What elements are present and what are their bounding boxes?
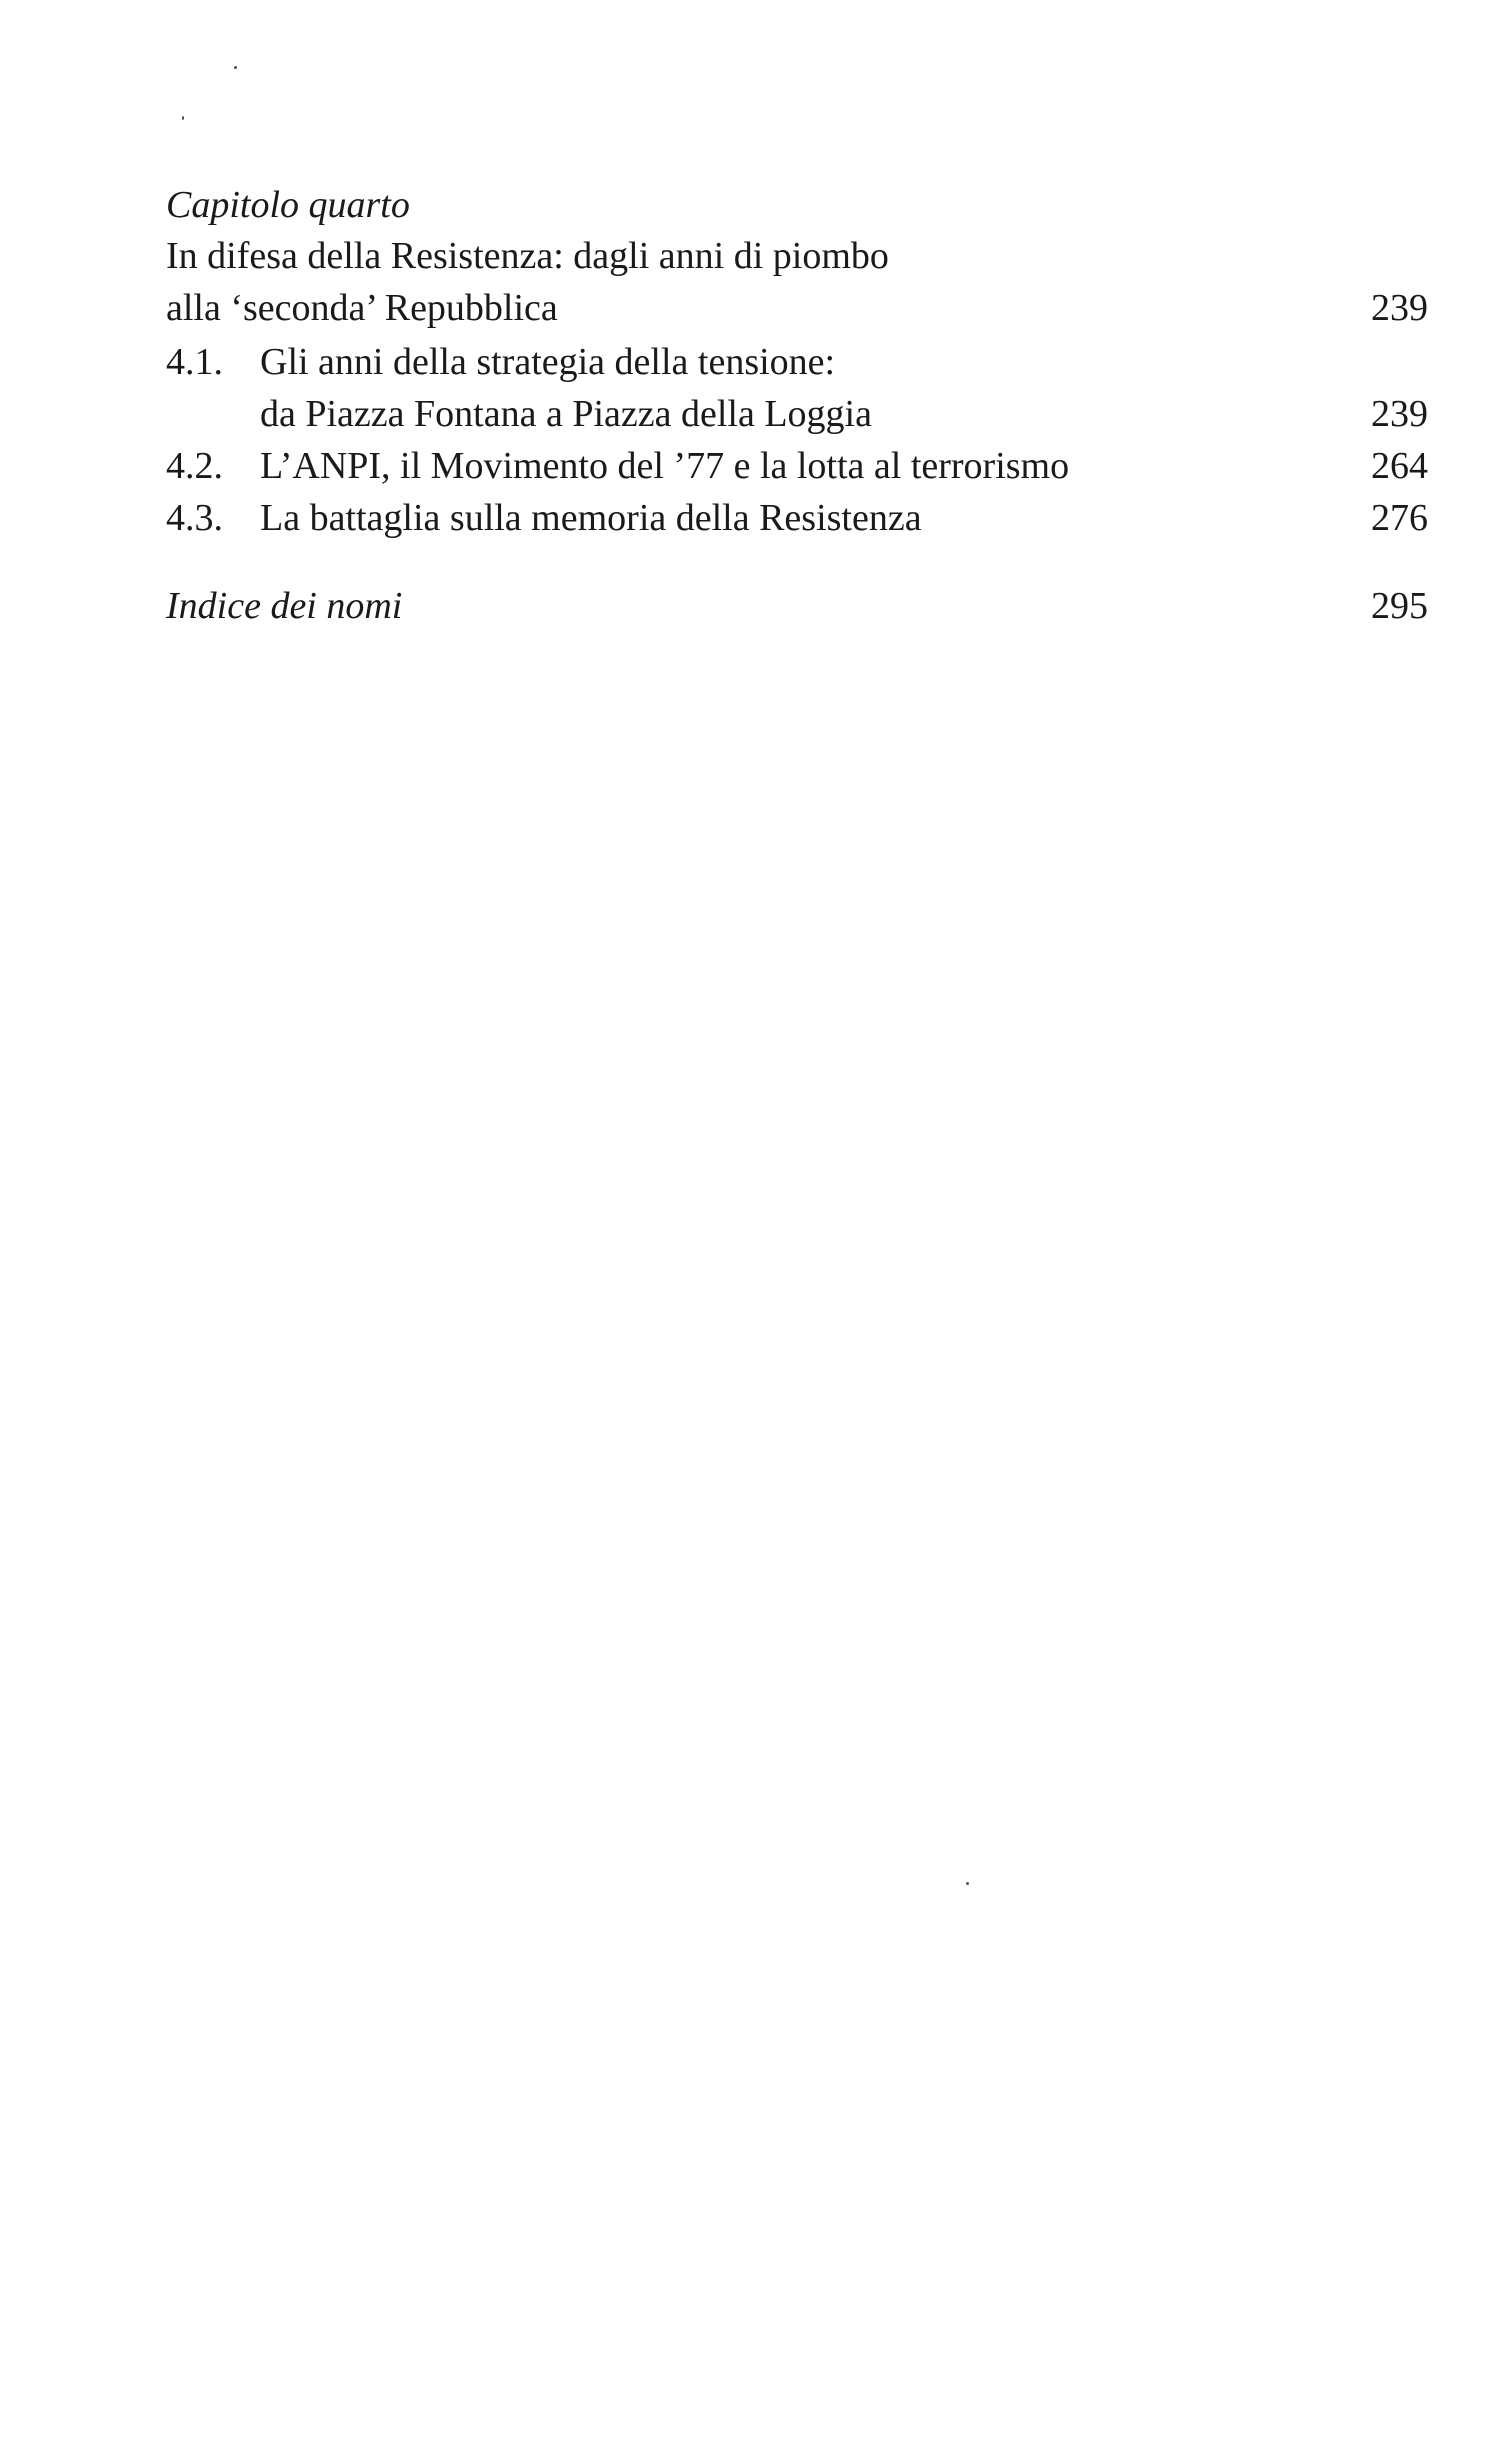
section-title-line: La battaglia sulla memoria della Resistenza: [260, 497, 922, 539]
section-number: 4.1.: [166, 341, 223, 383]
section-title-line: Gli anni della strategia della tensione:: [260, 341, 836, 383]
page-number: 239: [1371, 287, 1428, 329]
scan-speck: [234, 66, 237, 69]
section-title: [260, 440, 1069, 492]
page-number: 276: [1371, 497, 1428, 539]
page-number: 239: [1371, 393, 1428, 435]
table-of-contents: [166, 180, 1428, 632]
index-entry[interactable]: [166, 580, 1428, 632]
page-number: 264: [1371, 445, 1428, 487]
section-title-line: da Piazza Fontana a Piazza della Loggia: [260, 393, 872, 435]
chapter-title-line: alla ‘seconda’ Repubblica: [166, 287, 558, 329]
section-number: 4.2.: [166, 445, 223, 487]
toc-entry[interactable]: [166, 492, 1428, 544]
section-number: 4.3.: [166, 497, 223, 539]
scan-speck: [966, 1882, 969, 1885]
section-title: [260, 336, 872, 440]
scan-speck: [182, 116, 184, 120]
chapter-title-entry[interactable]: [166, 230, 1428, 334]
chapter-label: Capitolo quarto: [166, 184, 410, 226]
index-label: Indice dei nomi: [166, 585, 403, 627]
section-title: [260, 492, 922, 544]
page-number: 295: [1371, 585, 1428, 627]
chapter-title-line: In difesa della Resistenza: dagli anni di piombo: [166, 235, 889, 277]
chapter-title: [166, 230, 889, 334]
toc-entry[interactable]: [166, 440, 1428, 492]
toc-entry[interactable]: [166, 336, 1428, 440]
section-title-line: L’ANPI, il Movimento del ’77 e la lotta al terrorismo: [260, 445, 1070, 487]
